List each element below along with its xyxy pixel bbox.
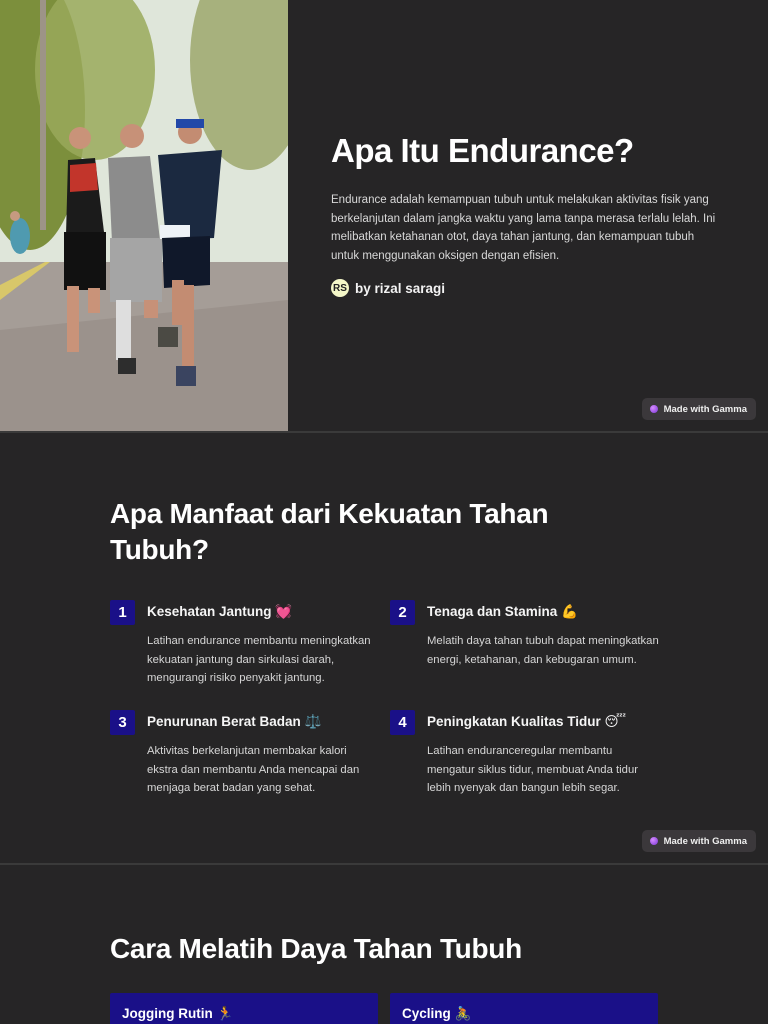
author-name: by rizal saragi bbox=[355, 280, 446, 296]
gamma-logo-icon bbox=[650, 405, 658, 413]
author[interactable] bbox=[331, 279, 445, 297]
benefit-description: Latihan enduranceregular membantu mengatur siklus tidur, membuat Anda tidur lebih nyenyak dan bangun lebih segar. bbox=[427, 745, 638, 795]
badge-label: Made with Gamma bbox=[663, 403, 747, 415]
badge-label: Made with Gamma bbox=[663, 835, 747, 847]
number-badge: 3 bbox=[110, 710, 135, 735]
number-badge: 2 bbox=[390, 600, 415, 625]
benefit-title: Peningkatan Kualitas Tidur 😴 bbox=[427, 714, 627, 729]
benefit-title: Kesehatan Jantung 💓 bbox=[147, 604, 293, 619]
number-badge: 1 bbox=[110, 600, 135, 625]
slide-title: Apa Itu Endurance? bbox=[331, 132, 634, 169]
slide-1 bbox=[0, 0, 768, 431]
number-badge: 4 bbox=[390, 710, 415, 735]
avatar: RS bbox=[331, 279, 349, 297]
benefit-description: Latihan endurance membantu meningkatkan kekuatan jantung dan sirkulasi darah, mengurangi risiko penyakit jantung. bbox=[147, 635, 371, 685]
slide-title: Apa Manfaat dari Kekuatan Tahan Tubuh? bbox=[110, 498, 549, 565]
made-with-gamma-badge[interactable] bbox=[642, 830, 756, 852]
runners-photo bbox=[0, 0, 288, 431]
method-card bbox=[390, 993, 658, 1024]
benefit-title: Penurunan Berat Badan ⚖️ bbox=[147, 714, 322, 729]
card-title: Jogging Rutin 🏃 bbox=[122, 1006, 234, 1021]
slide-3 bbox=[0, 865, 768, 1024]
method-card bbox=[110, 993, 378, 1024]
benefit-description: Aktivitas berkelanjutan membakar kalori ekstra dan membantu Anda mencapai dan menjaga berat badan yang sehat. bbox=[147, 745, 360, 795]
slide-2 bbox=[0, 433, 768, 863]
slide-title: Cara Melatih Daya Tahan Tubuh bbox=[110, 933, 522, 964]
runners-illustration bbox=[0, 0, 288, 431]
gamma-logo-icon bbox=[650, 837, 658, 845]
slide-description: Endurance adalah kemampuan tubuh untuk melakukan aktivitas fisik yang berkelanjutan dalam jangka waktu yang lama tanpa merasa terlalu lelah. Ini melibatkan ketahanan otot, daya tahan jantung, dan kemampuan tubuh untuk menggunakan oksigen dengan efisien. bbox=[331, 194, 716, 262]
made-with-gamma-badge[interactable] bbox=[642, 398, 756, 420]
card-title: Cycling 🚴 bbox=[402, 1006, 472, 1021]
benefit-description: Melatih daya tahan tubuh dapat meningkatkan energi, ketahanan, dan kebugaran umum. bbox=[427, 635, 659, 666]
benefit-title: Tenaga dan Stamina 💪 bbox=[427, 604, 578, 619]
